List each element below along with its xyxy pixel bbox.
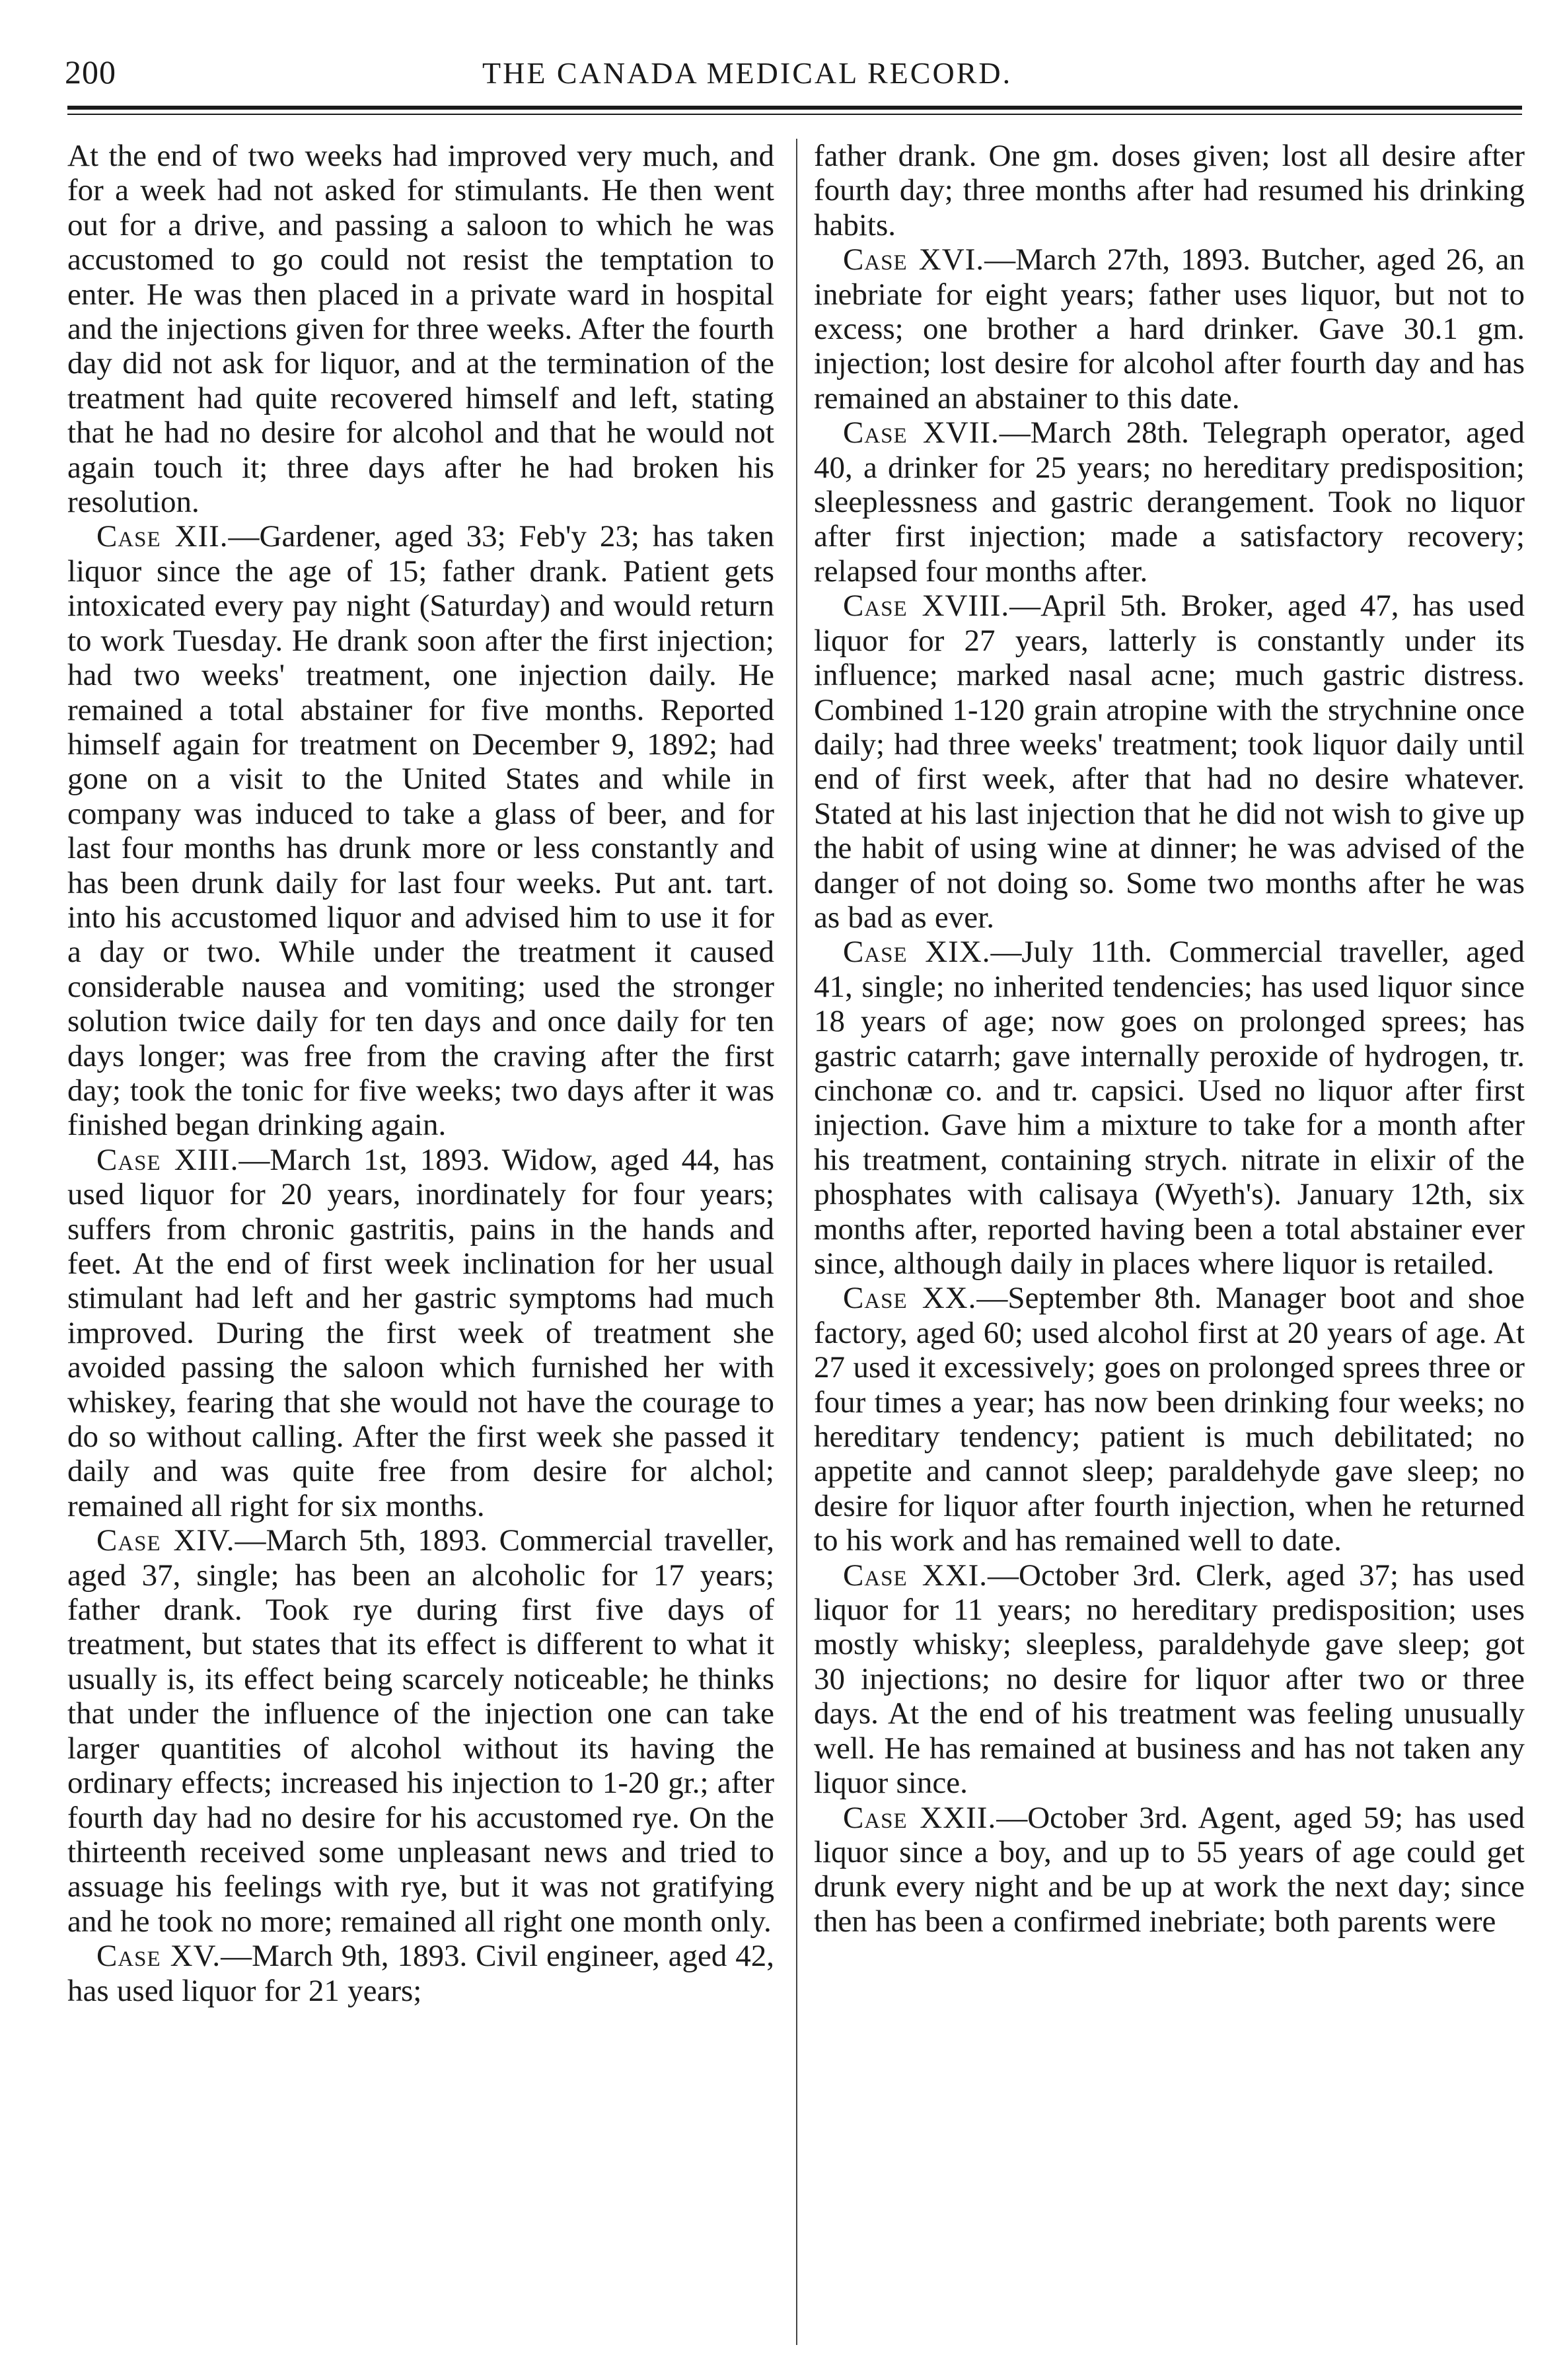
header-rule-thin [67,114,1522,115]
case-label: Case XVIII. [843,589,1010,624]
case-label: Case XII. [96,519,229,554]
case-paragraph [814,1801,1525,1939]
case-label: Case XIV. [96,1523,235,1558]
paragraph-text: —October 3rd. Agent, aged 59; has used liquor since a boy, and up to 55 years of age could get drunk every night and be up at work the next day; since then has been a confirmed inebriate; both parents were [814,1800,1525,1939]
continued-paragraph [814,139,1525,242]
case-paragraph [67,1143,774,1523]
paragraph-text: —April 5th. Broker, aged 47, has used liquor for 27 years, latterly is constantly under its influence; marked nasal acne; much gastric distress. Combined 1-120 grain atropine with the strychnine once daily; had three weeks' treatment; took liquor daily until end of first week, after that had no desire whatever. Stated at his last injection that he did not wish to give up the habit of using wine at dinner; he was advised of the danger of not doing so. Some two months after he was as bad as ever. [814,589,1525,935]
paragraph-text: —March 9th, 1893. Civil engineer, aged 42, has used liquor for 21 years; [67,1939,774,2008]
case-label: Case XXI. [843,1558,988,1593]
case-label: Case XIX. [843,935,991,970]
paragraph-text: —March 1st, 1893. Widow, aged 44, has used liquor for 20 years, inordinately for four years; suffers from chronic gastritis, pains in the hands and feet. At the end of first week inclination for her usual stimulant had left and her gastric symptoms had much improved. During the first week of treatment she avoided passing the saloon which furnished her with whiskey, fearing that she would not have the courage to do so without calling. After the first week she passed it daily and was quite free from desire for alchol; remained all right for six months. [67,1142,774,1523]
case-label: Case XX. [843,1281,977,1316]
paragraph-text: —October 3rd. Clerk, aged 37; has used liquor for 11 years; no hereditary predisposition; uses mostly whisky; sleepless, paraldehyde gave sleep; got 30 injections; no desire for liquor after two or three days. At the end of his treatment was feeling unusually well. He has remained at business and has not taken any liquor since. [814,1558,1525,1801]
case-label: Case XV. [96,1939,221,1974]
case-paragraph [67,519,774,1142]
case-label: Case XIII. [96,1142,239,1177]
paragraph-text: At the end of two weeks had improved very much, and for a week had not asked for stimulants. He then went out for a drive, and passing a saloon to which he was accustomed to go could not resist the temptation to enter. He was then placed in a private ward in hospital and the injections given for three weeks. After the fourth day did not ask for liquor, and at the termination of the treatment had quite recovered himself and left, stating that he had no desire for alcohol and that he would not again touch it; three days after he had broken his resolution. [67,139,774,520]
paragraph-text: —March 27th, 1893. Butcher, aged 26, an inebriate for eight years; father uses liquor, but not to excess; one brother a hard drinker. Gave 30.1 gm. injection; lost desire for alcohol after fourth day and has remained an abstainer to this date. [814,242,1525,415]
case-paragraph [814,935,1525,1281]
case-paragraph [814,1558,1525,1801]
header-rule-thick [67,106,1522,110]
paragraph-text: father drank. One gm. doses given; lost all desire after fourth day; three months after had resumed his drinking habits. [814,139,1525,242]
case-paragraph [814,1281,1525,1558]
paragraph-text: —Gardener, aged 33; Feb'y 23; has taken liquor since the age of 15; father drank. Patient gets intoxicated every pay night (Saturday) and would return to work Tuesday. He drank soon after the first injection; had two weeks' treatment, one injection daily. He remained a total abstainer for five months. Reported himself again for treatment on December 9, 1892; had gone on a visit to the United States and while in company was induced to take a glass of beer, and for last four months has drunk more or less constantly and has been drunk daily for last four weeks. Put ant. tart. into his accustomed liquor and advised him to use it for a day or two. While under the treatment it caused considerable nausea and vomiting; used the stronger solution twice daily for ten days and once daily for ten days longer; was free from the craving after the first day; took the tonic for five weeks; two days after it was finished began drinking again. [67,519,774,1143]
case-label: Case XXII. [843,1800,997,1835]
paragraph-text: —July 11th. Commercial traveller, aged 41, single; no inherited tendencies; has used liquor since 18 years of age; now goes on prolonged sprees; has gastric catarrh; gave internally peroxide of hydrogen, tr. cinchonæ co. and tr. capsici. Used no liquor after first injection. Gave him a mixture to take for a month after his treatment, containing strych. nitrate in elixir of the phosphates with calisaya (Wyeth's). January 12th, six months after, reported having been a total abstainer ever since, although daily in places where liquor is retailed. [814,935,1525,1281]
column-divider [796,139,797,2345]
case-paragraph [814,415,1525,589]
case-label: Case XVI. [843,242,985,277]
case-paragraph [67,1523,774,1939]
case-label: Case XVII. [843,415,1000,451]
paragraph-text: —September 8th. Manager boot and shoe factory, aged 60; used alcohol first at 20 years of age. At 27 used it excessively; goes on prolonged sprees three or four times a year; has now been drinking four weeks; no hereditary tendency; patient is much debilitated; no appetite and cannot sleep; paraldehyde gave sleep; no desire for liquor after fourth injection, when he returned to his work and has remained well to date. [814,1281,1525,1558]
paragraph-text: —March 5th, 1893. Commercial traveller, aged 37, single; has been an alcoholic for 17 years; father drank. Took rye during first five days of treatment, but states that its effect is different to what it usually is, its effect being scarcely noticeable; he thinks that under the influence of the injection one can take larger quantities of alcohol without its having the ordinary effects; increased his injection to 1-20 gr.; after fourth day had no desire for his accustomed rye. On the thirteenth received some unpleasant news and tried to assuage his feelings with rye, but it was not gratifying and he took no more; remained all right one month only. [67,1523,774,1939]
running-title: THE CANADA MEDICAL RECORD. [482,56,1013,90]
paragraph-text: —March 28th. Telegraph operator, aged 40, a drinker for 25 years; no hereditary predisposition; sleeplessness and gastric derangement. Took no liquor after first injection; made a satisfactory recovery; relapsed four months after. [814,415,1525,589]
case-paragraph [814,589,1525,935]
right-column [814,139,1525,2345]
case-paragraph [814,242,1525,415]
case-paragraph [67,1939,774,2008]
continued-paragraph [67,139,774,519]
left-column [67,139,774,2345]
page-header [0,0,1565,106]
page-number: 200 [65,54,116,90]
